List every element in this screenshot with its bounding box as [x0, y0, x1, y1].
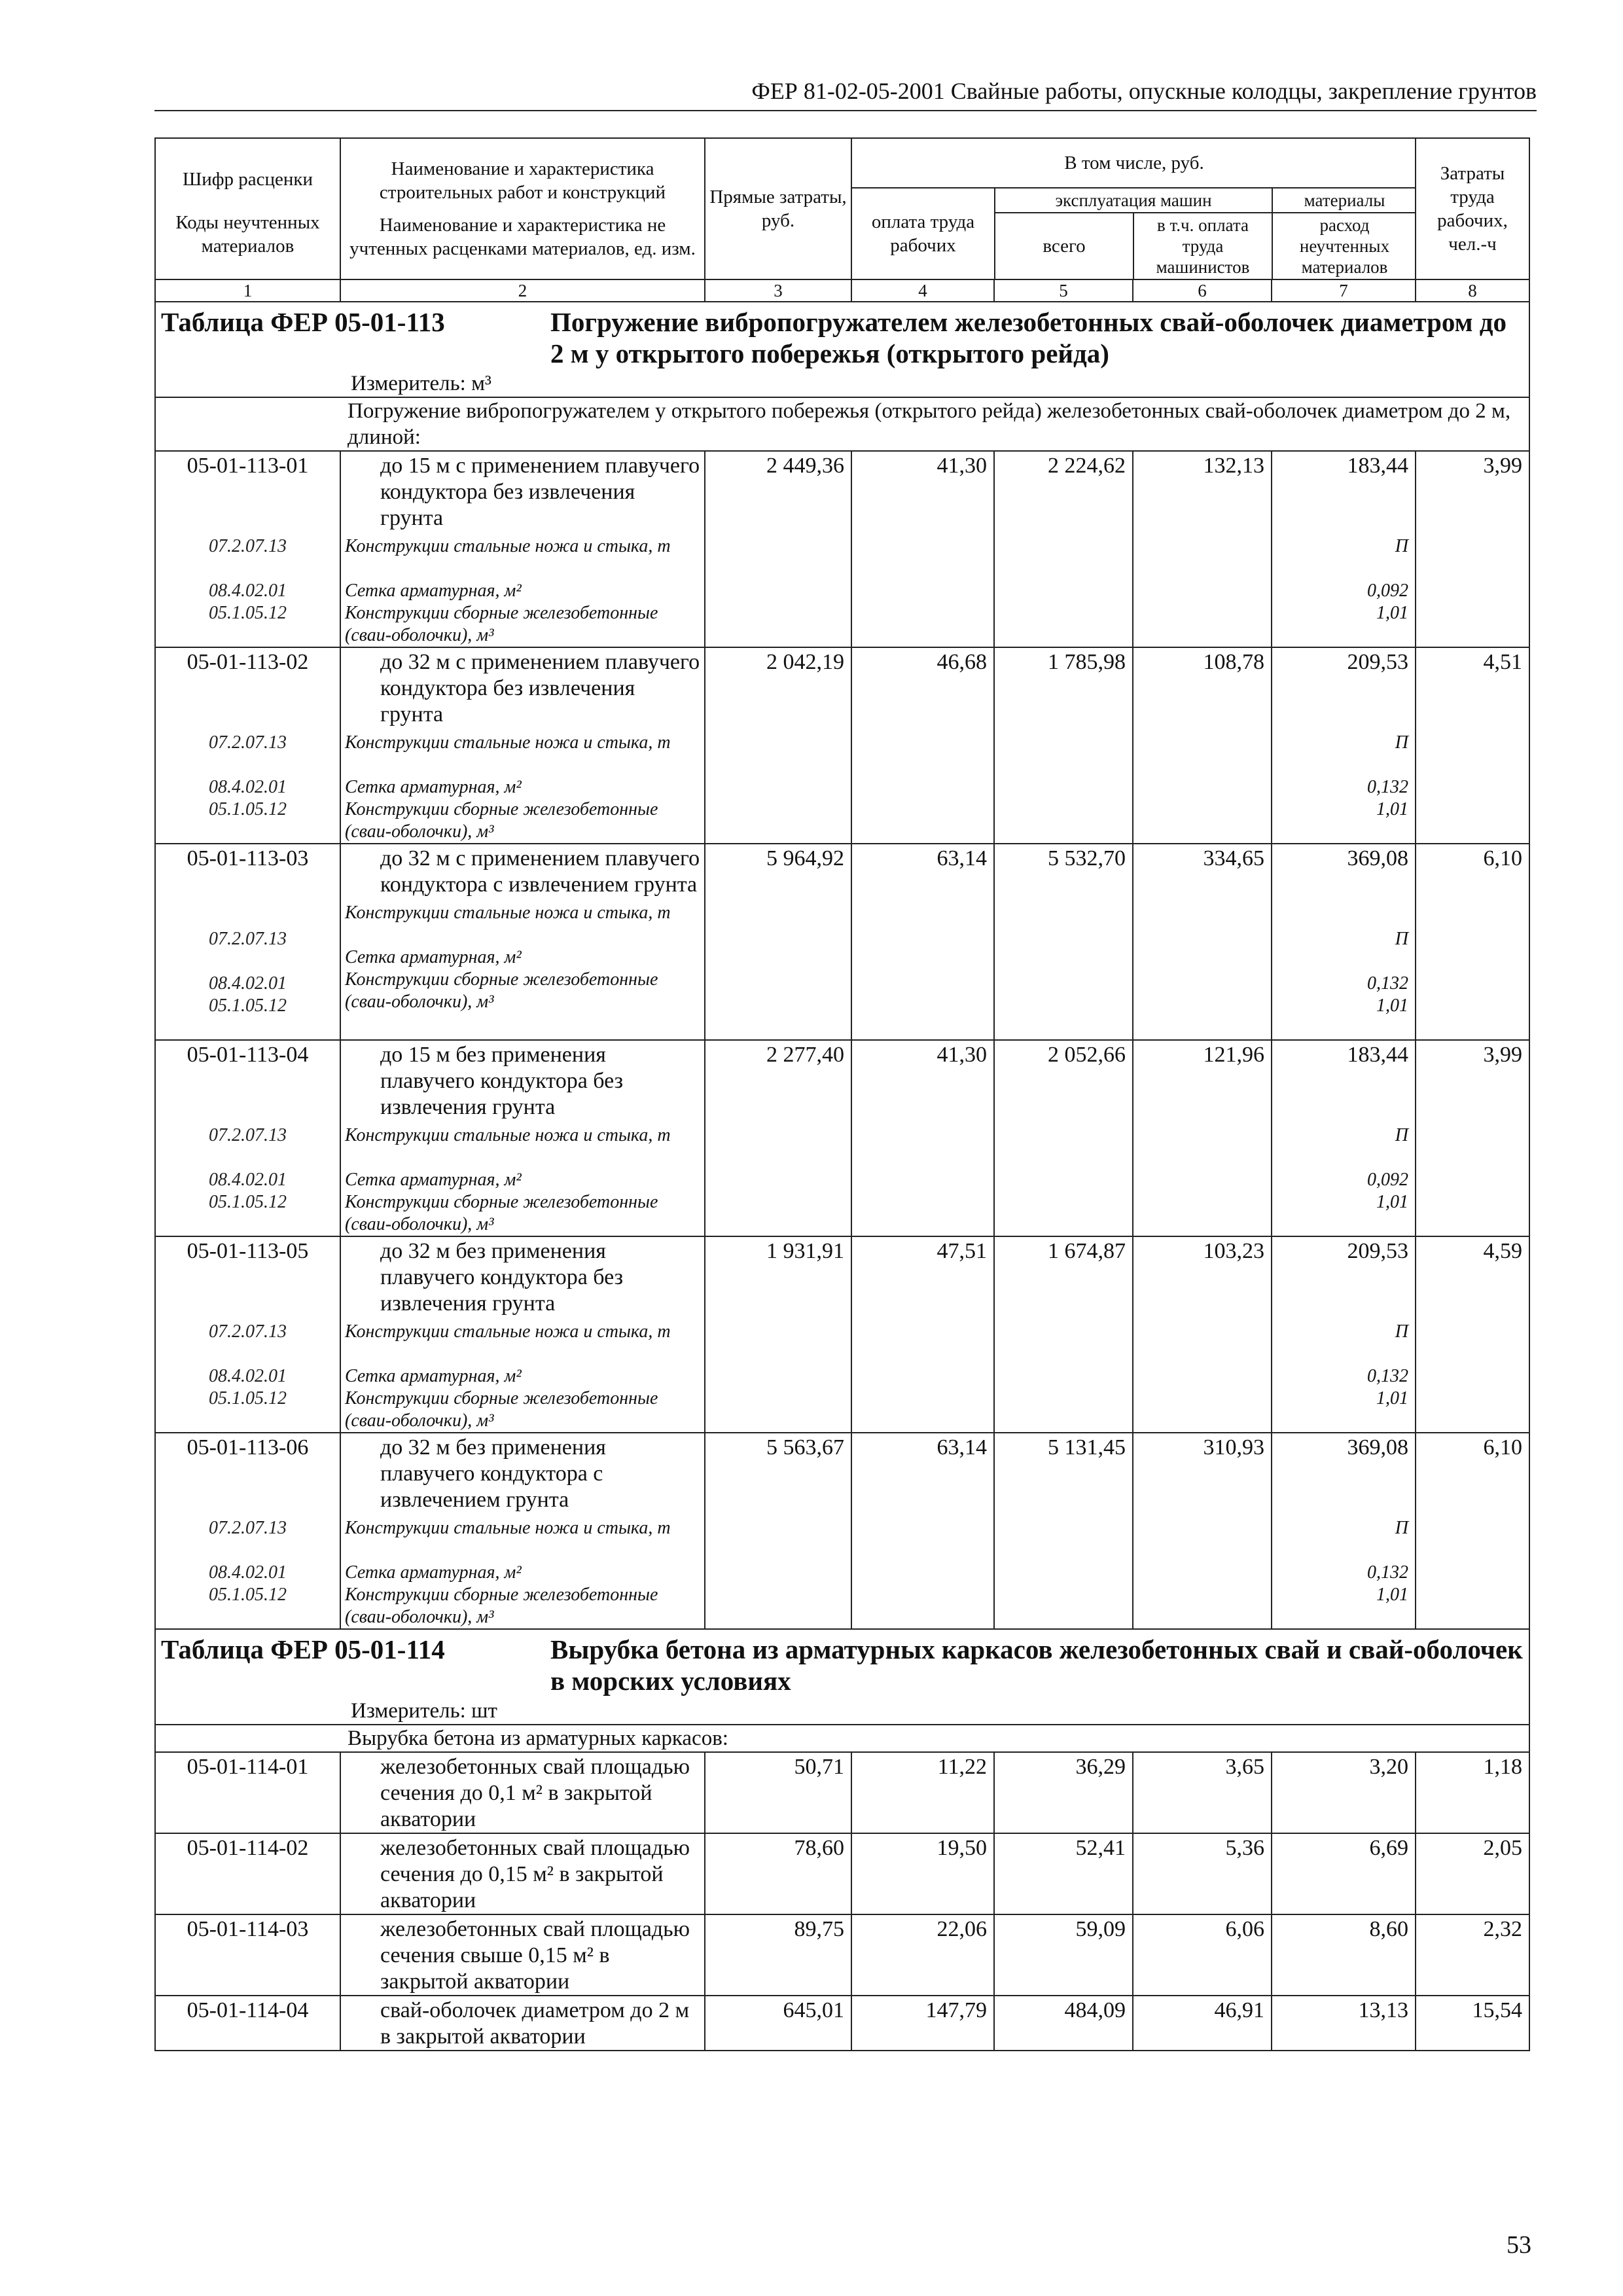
table-intro-row: [155, 1725, 1529, 1752]
material-code: 08.4.02.01: [209, 973, 287, 994]
material-qty: П: [1395, 536, 1408, 556]
row-mach-total: 5 131,45: [994, 1433, 1133, 1629]
header-name: Наименование и характеристика строительных работ и конструкций Наименование и характеристика не учтенных расценками материалов, ед. изм.: [340, 138, 705, 279]
table-title: [155, 1629, 1529, 1725]
table-row: [155, 1833, 1529, 1914]
row-code: 05-01-114-01: [187, 1755, 309, 1779]
material-qty: 0,132: [1367, 777, 1408, 797]
column-number: 2: [340, 279, 705, 302]
row-mach-labor: 46,91: [1133, 1996, 1272, 2051]
row-mach-total: 484,09: [994, 1996, 1133, 2051]
row-mach-labor: 334,65: [1133, 844, 1272, 1040]
material-code: 08.4.02.01: [209, 777, 287, 797]
row-code-cell: [155, 1996, 340, 2051]
material-code: 07.2.07.13: [209, 929, 287, 949]
material-qty: 1,01: [1376, 1388, 1408, 1408]
table-title-row: [155, 1629, 1529, 1725]
row-labor-pay: 22,06: [851, 1914, 994, 1996]
row-materials: 209,53: [1347, 650, 1408, 674]
row-labor-pay: 47,51: [851, 1236, 994, 1433]
row-code-cell: [155, 1236, 340, 1433]
row-code-cell: [155, 1433, 340, 1629]
material-qty: 1,01: [1376, 996, 1408, 1016]
material-code: 08.4.02.01: [209, 1366, 287, 1386]
row-direct: 5 964,92: [705, 844, 851, 1040]
row-mach-labor: 6,06: [1133, 1914, 1272, 1996]
row-labor: 6,10: [1416, 844, 1529, 1040]
column-number: 3: [705, 279, 851, 302]
row-direct: 2 042,19: [705, 647, 851, 844]
material-qty: П: [1395, 732, 1408, 753]
material-qty: 0,092: [1367, 581, 1408, 601]
material-code: 08.4.02.01: [209, 581, 287, 601]
column-number: 6: [1133, 279, 1272, 302]
material-name: Сетка арматурная, м²: [345, 581, 522, 601]
row-code: 05-01-113-02: [187, 650, 309, 674]
material-code: 05.1.05.12: [209, 1585, 287, 1605]
material-name: Сетка арматурная, м²: [345, 777, 522, 797]
material-name: Конструкции стальные ножа и стыка, т: [345, 903, 671, 923]
row-mach-labor: 108,78: [1133, 647, 1272, 844]
row-labor-pay: 41,30: [851, 1040, 994, 1236]
header-labor-pay: оплата труда рабочих: [852, 188, 995, 279]
row-name: свай-оболочек диаметром до 2 м в закрытой акватории: [380, 1998, 690, 2049]
material-code: 05.1.05.12: [209, 1192, 287, 1212]
row-direct: 50,71: [705, 1752, 851, 1833]
material-qty: П: [1395, 1321, 1408, 1342]
material-code: 07.2.07.13: [209, 1518, 287, 1538]
row-materials-cell: [1272, 1433, 1416, 1629]
row-name: железобетонных свай площадью сечения до 0,1 м² в закрытой акватории: [380, 1755, 690, 1831]
header-materials-sub: расход неучтенных материалов: [1299, 215, 1390, 277]
table-row: [155, 451, 1529, 647]
row-name-cell: [340, 451, 705, 647]
material-code: 05.1.05.12: [209, 799, 287, 819]
row-name: до 32 м с применением плавучего кондуктора без извлечения грунта: [380, 650, 700, 726]
table-heading: [161, 306, 1524, 369]
row-code: 05-01-114-04: [187, 1998, 309, 2022]
column-number: 4: [851, 279, 994, 302]
header-materials: материалы: [1272, 188, 1416, 213]
table-row: [155, 1914, 1529, 1996]
material-code: 08.4.02.01: [209, 1170, 287, 1190]
table-intro-row: [155, 397, 1529, 451]
row-labor-pay: 63,14: [851, 1433, 994, 1629]
table-title-row: [155, 302, 1529, 397]
row-code: 05-01-113-01: [187, 454, 309, 478]
row-code-cell: [155, 1914, 340, 1996]
row-labor: 15,54: [1416, 1996, 1529, 2051]
header-incl-label: В том числе, руб.: [852, 139, 1416, 188]
material-name: Сетка арматурная, м²: [345, 947, 522, 967]
row-code: 05-01-113-03: [187, 846, 309, 870]
row-labor: 2,05: [1416, 1833, 1529, 1914]
material-code: 05.1.05.12: [209, 996, 287, 1016]
row-name-cell: [340, 1236, 705, 1433]
row-code-cell: [155, 647, 340, 844]
row-direct: 2 277,40: [705, 1040, 851, 1236]
header-machines-total: всего: [995, 213, 1133, 279]
row-name: до 15 м с применением плавучего кондуктора без извлечения грунта: [380, 454, 700, 530]
table-row: [155, 844, 1529, 1040]
row-labor: 4,51: [1416, 647, 1529, 844]
row-code: 05-01-113-04: [187, 1043, 309, 1067]
material-name: Конструкции сборные железобетонные (сваи-оболочки), м³: [345, 1388, 658, 1431]
row-name: железобетонных свай площадью сечения до 0,15 м² в закрытой акватории: [380, 1836, 690, 1912]
row-name: до 32 м без применения плавучего кондуктора без извлечения грунта: [380, 1239, 624, 1316]
row-mach-labor: 132,13: [1133, 451, 1272, 647]
row-name-cell: [340, 1752, 705, 1833]
row-code-cell: [155, 1833, 340, 1914]
column-number: 1: [155, 279, 340, 302]
table-row: [155, 1752, 1529, 1833]
row-materials: 8,60: [1369, 1917, 1408, 1941]
row-name: до 32 м без применения плавучего кондуктора с извлечением грунта: [380, 1435, 606, 1512]
row-mach-total: 59,09: [994, 1914, 1133, 1996]
table-number: Таблица ФЕР 05-01-113: [161, 307, 445, 337]
row-labor-pay: 19,50: [851, 1833, 994, 1914]
row-direct: 78,60: [705, 1833, 851, 1914]
row-labor: 2,32: [1416, 1914, 1529, 1996]
row-labor: 1,18: [1416, 1752, 1529, 1833]
row-code: 05-01-114-02: [187, 1836, 309, 1860]
row-materials: 6,69: [1369, 1836, 1408, 1860]
row-name-cell: [340, 1914, 705, 1996]
row-mach-labor: 103,23: [1133, 1236, 1272, 1433]
material-code: 07.2.07.13: [209, 1125, 287, 1145]
row-materials: 183,44: [1347, 1043, 1408, 1067]
row-mach-total: 52,41: [994, 1833, 1133, 1914]
header-machines: эксплуатация машин: [995, 188, 1272, 213]
row-mach-total: 5 532,70: [994, 844, 1133, 1040]
material-name: Конструкции сборные железобетонные (сваи-оболочки), м³: [345, 1585, 658, 1627]
row-name: до 32 м с применением плавучего кондуктора с извлечением грунта: [380, 846, 700, 897]
price-table: [154, 137, 1530, 2051]
material-code: 07.2.07.13: [209, 732, 287, 753]
row-materials: 3,20: [1369, 1755, 1408, 1779]
material-name: Конструкции сборные железобетонные (сваи-оболочки), м³: [345, 603, 658, 645]
material-name: Конструкции стальные ножа и стыка, т: [345, 1321, 671, 1342]
row-mach-total: 1 785,98: [994, 647, 1133, 844]
row-mach-labor: 3,65: [1133, 1752, 1272, 1833]
row-code-cell: [155, 844, 340, 1040]
row-direct: 5 563,67: [705, 1433, 851, 1629]
row-materials-cell: [1272, 1040, 1416, 1236]
row-materials-cell: [1272, 1833, 1416, 1914]
material-name: Конструкции стальные ножа и стыка, т: [345, 1518, 671, 1538]
header-code: Шифр расценки Коды неучтенных материалов: [155, 138, 340, 279]
material-name: Сетка арматурная, м²: [345, 1170, 522, 1190]
row-labor-pay: 41,30: [851, 451, 994, 647]
row-materials-cell: [1272, 844, 1416, 1040]
row-labor-pay: 63,14: [851, 844, 994, 1040]
material-name: Конструкции сборные железобетонные (сваи-оболочки), м³: [345, 969, 658, 1012]
table-unit: Измеритель: шт: [351, 1699, 497, 1723]
row-materials: 369,08: [1347, 1435, 1408, 1460]
material-qty: 0,132: [1367, 1562, 1408, 1583]
row-direct: 2 449,36: [705, 451, 851, 647]
row-materials-cell: [1272, 1996, 1416, 2051]
column-number: 8: [1416, 279, 1529, 302]
material-qty: 0,092: [1367, 1170, 1408, 1190]
row-code: 05-01-114-03: [187, 1917, 309, 1941]
row-mach-labor: 310,93: [1133, 1433, 1272, 1629]
table-title: [155, 302, 1529, 397]
material-code: 05.1.05.12: [209, 1388, 287, 1408]
material-qty: П: [1395, 1518, 1408, 1538]
table-row: [155, 1236, 1529, 1433]
row-direct: 89,75: [705, 1914, 851, 1996]
row-materials-cell: [1272, 647, 1416, 844]
row-materials: 209,53: [1347, 1239, 1408, 1263]
row-name-cell: [340, 1833, 705, 1914]
column-number: 5: [994, 279, 1133, 302]
row-mach-total: 2 052,66: [994, 1040, 1133, 1236]
row-materials-cell: [1272, 1914, 1416, 1996]
row-labor: 3,99: [1416, 451, 1529, 647]
row-materials-cell: [1272, 451, 1416, 647]
row-materials-cell: [1272, 1236, 1416, 1433]
material-qty: 0,132: [1367, 1366, 1408, 1386]
row-name-cell: [340, 1433, 705, 1629]
material-name: Сетка арматурная, м²: [345, 1366, 522, 1386]
table-description: Вырубка бетона из арматурных каркасов железобетонных свай и свай-оболочек в морских условиях: [550, 1634, 1523, 1696]
table-row: [155, 1433, 1529, 1629]
row-direct: 1 931,91: [705, 1236, 851, 1433]
row-mach-total: 2 224,62: [994, 451, 1133, 647]
row-name: до 15 м без применения плавучего кондуктора без извлечения грунта: [380, 1043, 624, 1119]
header-incl: [851, 138, 1416, 279]
header-labor: Затраты труда рабочих, чел.-ч: [1416, 138, 1529, 279]
material-name: Конструкции стальные ножа и стыка, т: [345, 1125, 671, 1145]
table-intro: Вырубка бетона из арматурных каркасов:: [155, 1725, 1529, 1752]
material-qty: П: [1395, 929, 1408, 949]
row-name-cell: [340, 647, 705, 844]
table-heading: [161, 1634, 1524, 1696]
header-direct: Прямые затраты, руб.: [705, 138, 851, 279]
material-code: 08.4.02.01: [209, 1562, 287, 1583]
row-labor: 4,59: [1416, 1236, 1529, 1433]
row-mach-total: 1 674,87: [994, 1236, 1133, 1433]
table-row: [155, 1996, 1529, 2051]
material-code: 07.2.07.13: [209, 536, 287, 556]
row-code-cell: [155, 451, 340, 647]
row-labor-pay: 11,22: [851, 1752, 994, 1833]
page-number: 53: [1507, 2231, 1531, 2259]
row-labor-pay: 147,79: [851, 1996, 994, 2051]
row-mach-labor: 5,36: [1133, 1833, 1272, 1914]
row-mach-labor: 121,96: [1133, 1040, 1272, 1236]
row-code-cell: [155, 1040, 340, 1236]
running-header: ФЕР 81-02-05-2001 Свайные работы, опускные колодцы, закрепление грунтов: [154, 72, 1537, 111]
material-qty: 0,132: [1367, 973, 1408, 994]
row-name-cell: [340, 844, 705, 1040]
table-intro: Погружение вибропогружателем у открытого побережья (открытого рейда) железобетонных свай-оболочек диаметром до 2 м, длиной:: [155, 397, 1529, 451]
material-code: 05.1.05.12: [209, 603, 287, 623]
material-qty: 1,01: [1376, 1585, 1408, 1605]
table-unit: Измеритель: м³: [351, 372, 491, 395]
row-direct: 645,01: [705, 1996, 851, 2051]
material-name: Конструкции сборные железобетонные (сваи-оболочки), м³: [345, 799, 658, 842]
row-labor: 3,99: [1416, 1040, 1529, 1236]
row-code: 05-01-113-06: [187, 1435, 309, 1460]
table-number: Таблица ФЕР 05-01-114: [161, 1634, 445, 1664]
column-numbers: [155, 279, 1529, 302]
material-qty: 1,01: [1376, 799, 1408, 819]
row-mach-total: 36,29: [994, 1752, 1133, 1833]
material-name: Конструкции сборные железобетонные (сваи-оболочки), м³: [345, 1192, 658, 1234]
row-name-cell: [340, 1996, 705, 2051]
row-labor: 6,10: [1416, 1433, 1529, 1629]
table-row: [155, 647, 1529, 844]
material-name: Конструкции стальные ножа и стыка, т: [345, 536, 671, 556]
row-materials: 369,08: [1347, 846, 1408, 870]
row-materials: 13,13: [1358, 1998, 1408, 2022]
header-machines-labor: в т.ч. оплата труда машинистов: [1133, 213, 1272, 279]
material-name: Сетка арматурная, м²: [345, 1562, 522, 1583]
row-name-cell: [340, 1040, 705, 1236]
row-labor-pay: 46,68: [851, 647, 994, 844]
table-description: Погружение вибропогружателем железобетонных свай-оболочек диаметром до 2 м у открытого побережья (открытого рейда): [550, 307, 1507, 368]
row-code: 05-01-113-05: [187, 1239, 309, 1263]
material-code: 07.2.07.13: [209, 1321, 287, 1342]
column-number: 7: [1272, 279, 1416, 302]
row-materials: 183,44: [1347, 454, 1408, 478]
material-name: Конструкции стальные ножа и стыка, т: [345, 732, 671, 753]
row-name: железобетонных свай площадью сечения свыше 0,15 м² в закрытой акватории: [380, 1917, 690, 1994]
material-qty: 1,01: [1376, 1192, 1408, 1212]
material-qty: 1,01: [1376, 603, 1408, 623]
material-qty: П: [1395, 1125, 1408, 1145]
row-materials-cell: [1272, 1752, 1416, 1833]
table-row: [155, 1040, 1529, 1236]
row-code-cell: [155, 1752, 340, 1833]
